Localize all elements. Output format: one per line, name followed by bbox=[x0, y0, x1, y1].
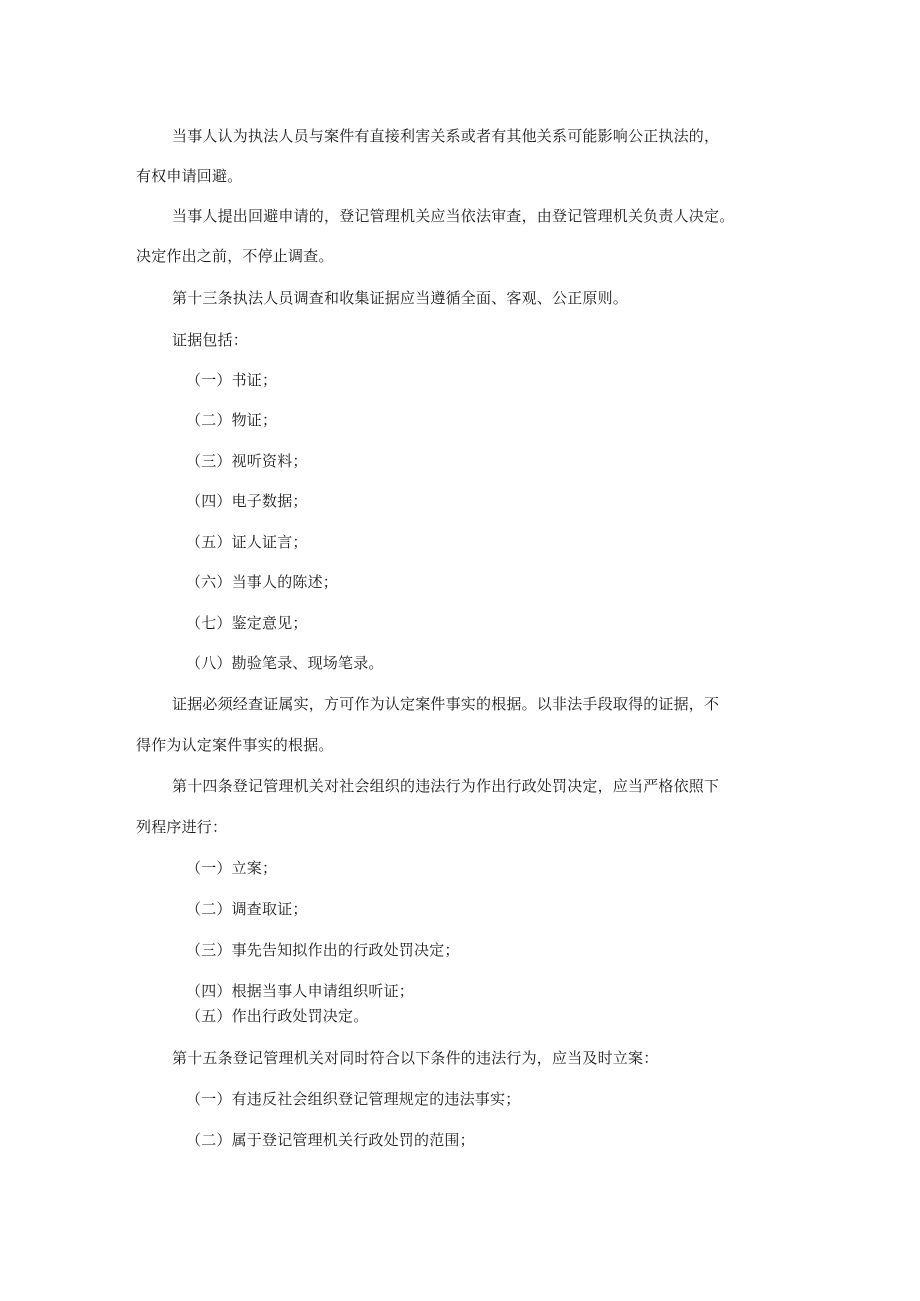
paragraph-recusal-line2: 有权申请回避。 bbox=[136, 167, 243, 185]
article-14-line1: 第十四条登记管理机关对社会组织的违法行为作出行政处罚决定，应当严格依照下 bbox=[172, 777, 720, 795]
evidence-item-1: （一）书证； bbox=[186, 371, 278, 389]
evidence-item-5: （五）证人证言； bbox=[186, 533, 308, 551]
evidence-item-6: （六）当事人的陈述； bbox=[186, 573, 339, 591]
procedure-item-5: （五）作出行政处罚决定。 bbox=[186, 1007, 369, 1025]
filing-item-2: （二）属于登记管理机关行政处罚的范围； bbox=[186, 1131, 475, 1149]
evidence-item-4: （四）电子数据； bbox=[186, 492, 308, 510]
evidence-item-8: （八）勘验笔录、现场笔录。 bbox=[186, 654, 384, 672]
evidence-item-7: （七）鉴定意见； bbox=[186, 614, 308, 632]
article-14-line2: 列程序进行： bbox=[136, 818, 228, 836]
evidence-item-2: （二）物证； bbox=[186, 411, 278, 429]
paragraph-evidence-verification-line1: 证据必须经查证属实，方可作为认定案件事实的根据。以非法手段取得的证据，不 bbox=[172, 695, 720, 713]
paragraph-recusal-review-line2: 决定作出之前，不停止调查。 bbox=[136, 247, 334, 265]
article-13: 第十三条执法人员调查和收集证据应当遵循全面、客观、公正原则。 bbox=[172, 289, 629, 307]
paragraph-recusal-line1: 当事人认为执法人员与案件有直接利害关系或者有其他关系可能影响公正执法的， bbox=[172, 127, 720, 145]
evidence-item-3: （三）视听资料； bbox=[186, 452, 308, 470]
filing-item-1: （一）有违反社会组织登记管理规定的违法事实； bbox=[186, 1090, 521, 1108]
procedure-item-4: （四）根据当事人申请组织听证； bbox=[186, 982, 415, 1000]
evidence-intro: 证据包括： bbox=[172, 331, 249, 349]
paragraph-recusal-review-line1: 当事人提出回避申请的，登记管理机关应当依法审查，由登记管理机关负责人决定。 bbox=[172, 207, 735, 225]
article-15: 第十五条登记管理机关对同时符合以下条件的违法行为，应当及时立案： bbox=[172, 1049, 659, 1067]
procedure-item-2: （二）调查取证； bbox=[186, 900, 308, 918]
paragraph-evidence-verification-line2: 得作为认定案件事实的根据。 bbox=[136, 736, 334, 754]
procedure-item-1: （一）立案； bbox=[186, 859, 278, 877]
procedure-item-3: （三）事先告知拟作出的行政处罚决定； bbox=[186, 941, 460, 959]
